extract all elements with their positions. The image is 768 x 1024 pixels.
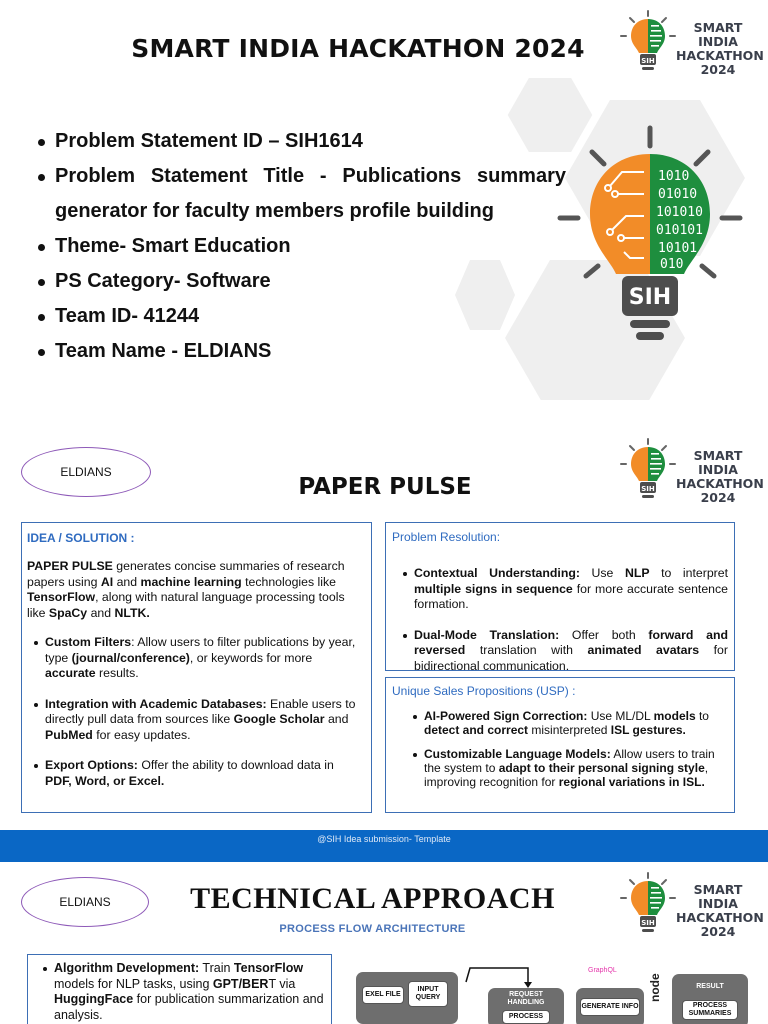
- sih-badge-text: SIH: [641, 57, 655, 65]
- sih-logo: [620, 438, 766, 505]
- graphql-label: GraphQL: [588, 967, 617, 974]
- result-label: RESULT: [696, 983, 724, 990]
- bulb-logo-icon: [620, 438, 676, 500]
- slide-title: PAPER PULSE: [298, 474, 472, 500]
- usp-box: [385, 677, 735, 813]
- request-handling-label: REQUEST HANDLING: [507, 991, 545, 1006]
- process-node: PROCESS: [502, 1010, 550, 1024]
- bulb-logo-icon: [620, 10, 676, 72]
- process-flow-diagram: [352, 962, 768, 1024]
- title-slide: [0, 0, 768, 425]
- sih-badge-text: SIH: [628, 285, 672, 310]
- logo-line-3: 2024: [700, 924, 736, 939]
- list-item: Integration with Academic Databases: Enable users to directly pull data from sources like Google Scholar and PubMed for easy updates.: [31, 697, 362, 744]
- problem-statement-list: [36, 124, 566, 369]
- input-query-node: INPUT QUERY: [408, 981, 448, 1007]
- logo-line-3: 2024: [700, 490, 736, 505]
- sih-logo: [620, 872, 766, 939]
- list-item: Theme- Smart Education: [36, 229, 566, 264]
- binary-text: 010101: [656, 223, 703, 238]
- bulb-logo-icon: [620, 872, 676, 934]
- logo-line-1: SMART INDIA: [693, 20, 743, 49]
- binary-text: 10101: [658, 241, 698, 256]
- logo-line-2: HACKATHON: [676, 910, 764, 925]
- binary-text: 101010: [656, 205, 703, 220]
- list-item: Team ID- 41244: [36, 299, 566, 334]
- binary-text: 1010: [658, 169, 690, 184]
- slide-title: SMART INDIA HACKATHON 2024: [131, 34, 585, 63]
- problem-resolution-box: [385, 522, 735, 671]
- list-item: PS Category- Software: [36, 264, 566, 299]
- slide-title: TECHNICAL APPROACH: [190, 882, 555, 915]
- team-name-oval: ELDIANS: [21, 447, 151, 497]
- logo-line-2: HACKATHON: [676, 476, 764, 491]
- idea-slide: [0, 428, 768, 832]
- slide-subtitle: PROCESS FLOW ARCHITECTURE: [279, 923, 466, 935]
- list-item: Algorithm Development: Train TensorFlow models for NLP tasks, using GPT/BERT via HuggingFace for publication summarization and analysis.: [40, 961, 325, 1023]
- idea-intro: PAPER PULSE generates concise summaries of research papers using AI and machine learning technologies like TensorFlow, along with natural language processing tools like SpaCy and NLTK.: [27, 559, 345, 620]
- list-item: Export Options: Offer the ability to download data in PDF, Word, or Excel.: [31, 758, 362, 789]
- list-item: Customizable Language Models: Allow users to train the system to adapt to their personal signing style, improving recognition for regional variations in ISL.: [410, 747, 718, 789]
- list-item: Team Name - ELDIANS: [36, 334, 566, 369]
- list-item: Problem Statement ID – SIH1614: [36, 124, 566, 159]
- technical-approach-slide: [0, 862, 768, 1024]
- problem-heading: Problem Resolution:: [392, 530, 501, 544]
- list-item: Dual-Mode Translation: Offer both forward and reversed translation with animated avatars for bidirectional communication.: [400, 628, 728, 675]
- process-summaries-node: PROCESS SUMMARIES: [682, 1000, 738, 1020]
- logo-line-1: SMART INDIA: [693, 448, 743, 477]
- list-item: AI-Powered Sign Correction: Use ML/DL models to detect and correct misinterpreted ISL gestures.: [410, 709, 718, 737]
- node-label: node: [648, 973, 662, 1002]
- algorithm-box: [27, 954, 332, 1024]
- list-item: Contextual Understanding: Use NLP to interpret multiple signs in sequence for more accurate sentence formation.: [400, 566, 728, 613]
- generate-info-node: GENERATE INFO: [580, 998, 640, 1016]
- idea-heading: IDEA / SOLUTION :: [27, 531, 135, 545]
- logo-line-3: 2024: [700, 62, 736, 77]
- excel-file-node: EXEL FILE: [362, 986, 404, 1004]
- sih-badge-text: SIH: [641, 485, 655, 493]
- binary-text: 010: [660, 257, 684, 272]
- binary-text: 01010: [658, 187, 698, 202]
- list-item: Custom Filters: Allow users to filter publications by year, type (journal/conference), or keywords for more accurate results.: [31, 635, 362, 682]
- template-footer: @SIH Idea submission- Template: [0, 830, 768, 862]
- usp-heading: Unique Sales Propositions (USP) :: [392, 684, 576, 698]
- sih-bulb-icon: [552, 124, 748, 346]
- logo-line-1: SMART INDIA: [693, 882, 743, 911]
- idea-solution-box: [21, 522, 372, 813]
- sih-badge-text: SIH: [641, 919, 655, 927]
- list-item: Problem Statement Title - Publications summary generator for faculty members profile building: [36, 159, 566, 229]
- logo-line-2: HACKATHON: [676, 48, 764, 63]
- team-name-oval: ELDIANS: [21, 877, 149, 927]
- sih-logo: [620, 10, 766, 77]
